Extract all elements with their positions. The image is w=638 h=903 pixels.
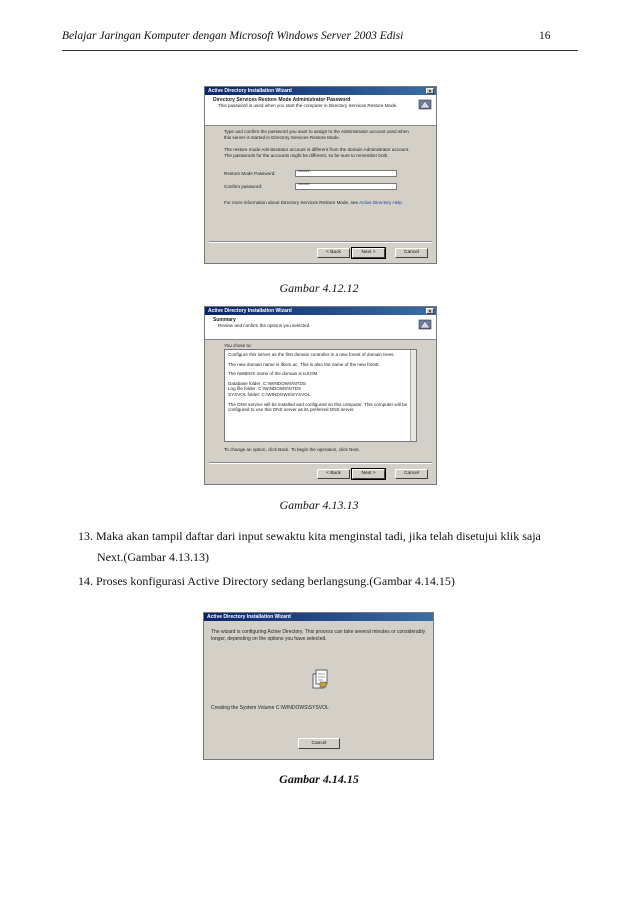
dialog-titlebar	[205, 87, 436, 95]
restore-password-dialog	[204, 86, 437, 264]
wizard-icon	[418, 317, 432, 331]
wizard-heading: Summary	[213, 317, 236, 323]
figure-caption-1: Gambar 4.12.12	[279, 281, 359, 295]
running-header-title: Belajar Jaringan Komputer dengan Microsoft Windows Server 2003 Edisi	[62, 30, 404, 42]
restore-password-input[interactable]: ******	[295, 170, 397, 177]
summary-line: The new domain name is ilkom.ac. This is also the name of the new forest.	[228, 361, 380, 367]
wizard-header	[205, 95, 436, 126]
more-info-text: For more information about Directory Services Restore Mode, see	[224, 200, 359, 205]
figure-caption-3: Gambar 4.14.15	[279, 772, 359, 786]
summary-footer-text: To change an option, click Back. To begin the operation, click Next.	[224, 447, 360, 452]
summary-line: Database folder: C:\WINDOWS\NTDS	[228, 380, 306, 386]
status-text: Creating the System Volume C:\WINDOWS\SYSVOL	[211, 705, 329, 711]
close-icon[interactable]: ×	[426, 308, 434, 314]
confirm-password-input[interactable]: ******	[295, 183, 397, 190]
page-number: 16	[539, 30, 551, 42]
wizard-subheading: This password is used when you start the computer in Directory Services Restore Mode.	[218, 103, 398, 108]
summary-listbox[interactable]	[224, 349, 417, 442]
dialog-titlebar	[204, 613, 433, 621]
more-info-line	[224, 200, 402, 205]
button-separator	[209, 241, 432, 243]
restore-password-label: Restore Mode Password:	[224, 171, 276, 176]
list-item-continuation: Next.(Gambar 4.13.13)	[97, 550, 209, 564]
choices-label: You chose to:	[224, 343, 252, 348]
wizard-header	[205, 315, 436, 340]
back-button[interactable]: < Back	[317, 469, 350, 479]
cancel-button[interactable]: Cancel	[395, 469, 428, 479]
configuring-dialog	[203, 612, 434, 760]
button-separator	[209, 462, 432, 464]
list-item	[78, 572, 455, 591]
list-item-text: Maka akan tampil daftar dari input sewaktu kita menginstal tadi, jika telah disetujui klik saja	[96, 529, 541, 543]
wizard-heading: Directory Services Restore Mode Administrator Password	[213, 97, 351, 103]
confirm-password-label: Confirm password:	[224, 184, 263, 189]
cancel-button[interactable]: Cancel	[395, 248, 428, 258]
help-link[interactable]: Active Directory Help	[359, 200, 402, 205]
list-item-number: 13.	[78, 529, 93, 543]
back-button[interactable]: < Back	[317, 248, 350, 258]
dialog-title: Active Directory Installation Wizard	[207, 614, 291, 620]
intro-text: Type and confirm the password you want to assign to the Administrator account used when this server is started in Directory Services Restore Mode.	[224, 129, 409, 140]
next-button[interactable]: Next >	[352, 469, 385, 479]
summary-line: Configure this server as the first domain controller in a new forest of domain trees.	[228, 352, 395, 357]
header-rule	[62, 50, 578, 51]
list-item	[78, 527, 541, 546]
list-item-number: 14.	[78, 574, 93, 588]
summary-dialog	[204, 306, 437, 485]
configuring-message: The wizard is configuring Active Directory. This process can take several minutes or considerably longer, depending on the options you have selected.	[211, 629, 426, 642]
dialog-title: Active Directory Installation Wizard	[208, 308, 292, 314]
file-copy-animation-icon	[311, 668, 329, 690]
summary-line: The NetBIOS name of the domain is ILKOM	[228, 371, 318, 377]
figure-caption-2: Gambar 4.13.13	[279, 498, 359, 512]
restore-note-text: The restore mode Administrator account is different from the domain Administrator account. The passwords for the accounts might be different, so be sure to remember both.	[224, 147, 410, 158]
vertical-scrollbar[interactable]	[410, 350, 416, 441]
summary-line: SYSVOL folder: C:\WINDOWS\SYSVOL	[228, 391, 311, 397]
cancel-button[interactable]: Cancel	[298, 738, 340, 749]
summary-line: The DNS service will be installed and configured on this computer. This computer will be configured to use this DNS server as its preferred DNS server.	[228, 401, 408, 413]
dialog-titlebar	[205, 307, 436, 315]
dialog-title: Active Directory Installation Wizard	[208, 88, 292, 94]
wizard-icon	[418, 97, 432, 111]
close-icon[interactable]: ×	[426, 88, 434, 94]
next-button[interactable]: Next >	[352, 248, 385, 258]
summary-line: Log file folder: C:\WINDOWS\NTDS	[228, 386, 302, 392]
list-item-text: Proses konfigurasi Active Directory sedang berlangsung.(Gambar 4.14.15)	[96, 574, 455, 588]
wizard-subheading: Review and confirm the options you selected.	[218, 323, 311, 328]
